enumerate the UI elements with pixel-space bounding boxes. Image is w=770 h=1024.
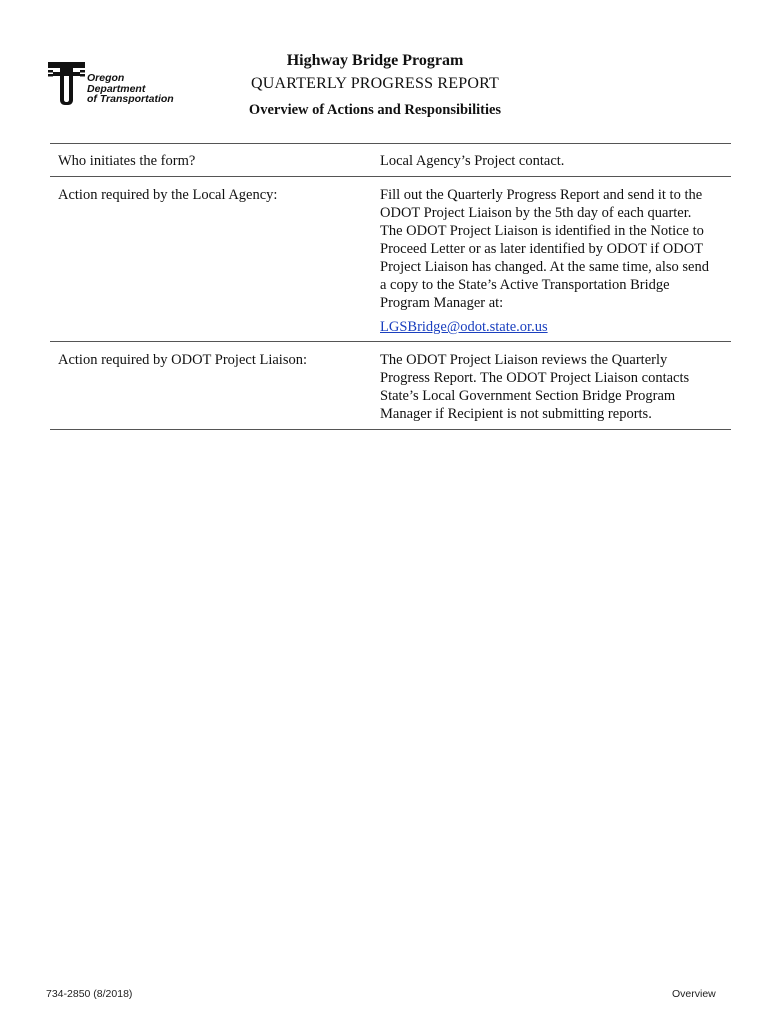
logo-line-department: Department: [87, 82, 146, 95]
logo-line-transportation: of Transportation: [87, 93, 174, 105]
table-bottom-rule: [50, 429, 731, 430]
text-line: Progress Report. The ODOT Project Liaison contacts: [380, 370, 690, 386]
text-line: The ODOT Project Liaison reviews the Quarterly: [380, 352, 668, 368]
text-line: a copy to the State’s Active Transportation Bridge: [380, 277, 670, 293]
text-line: State’s Local Government Section Bridge Program: [380, 388, 676, 404]
text-line: Proceed Letter or as later identified by ODOT if ODOT: [380, 241, 704, 257]
text-line: Manager if Recipient is not submitting reports.: [380, 406, 652, 422]
text-line: Project Liaison has changed. At the same time, also send: [380, 259, 709, 275]
program-title: Highway Bridge Program: [286, 52, 464, 69]
row-divider: [50, 176, 731, 177]
row-label-local-agency: Action required by the Local Agency:: [58, 187, 278, 203]
report-title: QUARTERLY PROGRESS REPORT: [250, 75, 500, 92]
page-subtitle: Overview of Actions and Responsibilities: [248, 102, 502, 118]
row-value-initiator: [380, 152, 730, 170]
logo-line-oregon: Oregon: [87, 72, 125, 84]
row-value-local-agency: [380, 186, 730, 312]
text-line: Program Manager at:: [380, 295, 504, 311]
row-label-odot-liaison: Action required by ODOT Project Liaison:: [58, 352, 307, 368]
text-line: The ODOT Project Liaison is identified in the Notice to: [380, 223, 704, 239]
form-number: 734-2850 (8/2018): [46, 988, 133, 1000]
text-line: ODOT Project Liaison by the 5th day of each quarter.: [380, 205, 692, 221]
row-value-odot-liaison: [380, 351, 730, 423]
table-top-rule: [50, 143, 731, 144]
text-line: Fill out the Quarterly Progress Report and send it to the: [380, 187, 703, 203]
text-line: Local Agency’s Project contact.: [380, 153, 565, 169]
page-label: Overview: [672, 988, 716, 1000]
row-divider: [50, 341, 731, 342]
row-label-initiator: Who initiates the form?: [58, 153, 196, 169]
email-link[interactable]: LGSBridge@odot.state.or.us: [380, 319, 548, 335]
